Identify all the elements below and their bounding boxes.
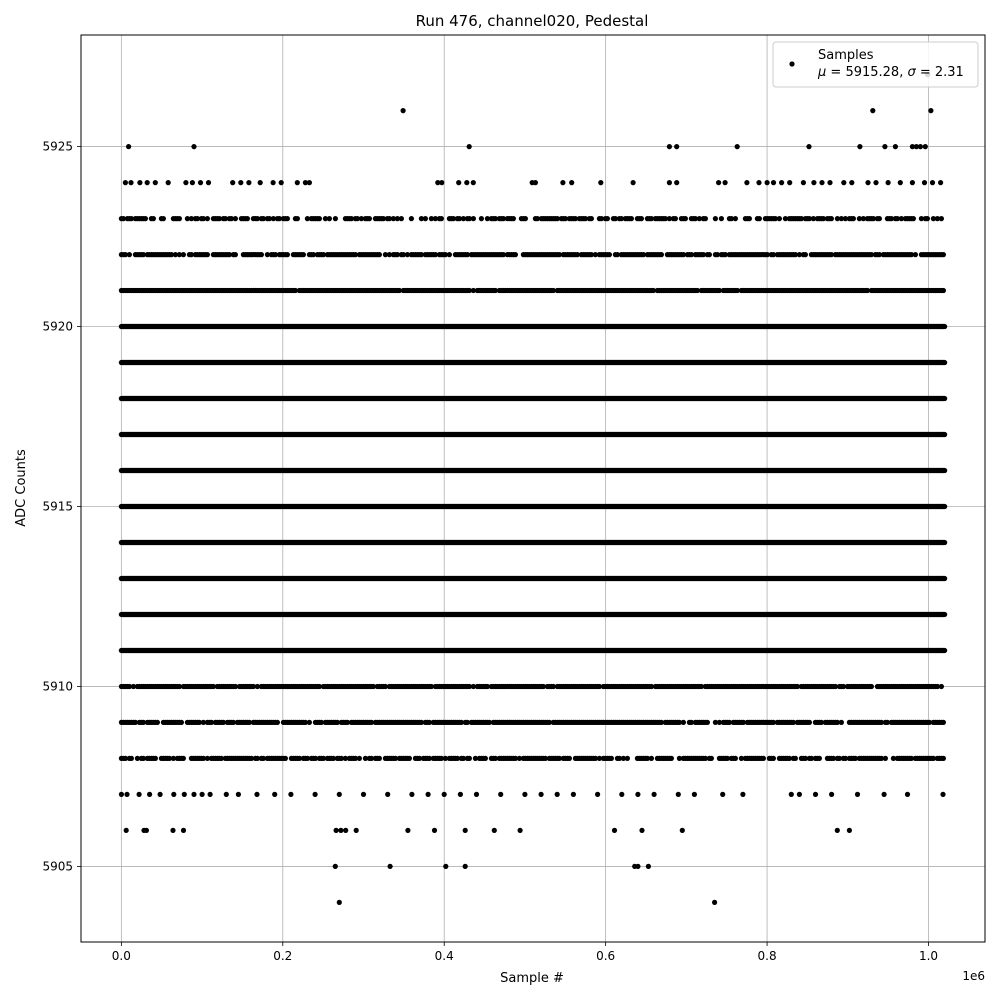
sample-point [129, 756, 134, 761]
sample-point [518, 828, 523, 833]
sample-point [567, 756, 572, 761]
sample-point [333, 216, 338, 221]
sample-point [246, 180, 251, 185]
sample-point [674, 144, 679, 149]
sample-point [673, 216, 678, 221]
sample-point [571, 792, 576, 797]
sample-point [713, 216, 718, 221]
legend-stats: μ = 5915.28, σ = 2.31 [818, 65, 964, 80]
sample-point [492, 828, 497, 833]
sample-point [757, 216, 762, 221]
sample-point [439, 216, 444, 221]
sample-point [205, 252, 210, 257]
sample-point [857, 144, 862, 149]
sample-point [279, 180, 284, 185]
sample-point [399, 216, 404, 221]
sample-point [869, 684, 874, 689]
sample-point [337, 792, 342, 797]
sample-point [625, 756, 630, 761]
sample-point [803, 252, 808, 257]
sample-point [426, 792, 431, 797]
sample-point [179, 720, 184, 725]
sample-point [683, 216, 688, 221]
sample-point [705, 720, 710, 725]
sample-point [829, 792, 834, 797]
sample-point [271, 180, 276, 185]
sample-point [925, 216, 930, 221]
sample-point [793, 756, 798, 761]
sample-point [123, 180, 128, 185]
sample-point [334, 828, 339, 833]
sample-point [439, 180, 444, 185]
sample-point [463, 864, 468, 869]
sample-point [928, 108, 933, 113]
sample-point [377, 756, 382, 761]
y-tick-label: 5925 [42, 139, 73, 154]
sample-point [464, 180, 469, 185]
sample-point [283, 756, 288, 761]
sample-point [941, 252, 946, 257]
sample-point [569, 180, 574, 185]
sample-point [127, 252, 132, 257]
sample-point [183, 180, 188, 185]
sample-point [941, 756, 946, 761]
sample-point [649, 756, 654, 761]
sample-point [245, 216, 250, 221]
legend-series-name: Samples [818, 48, 874, 63]
sample-point [733, 216, 738, 221]
sample-point [458, 792, 463, 797]
sample-point [639, 216, 644, 221]
sample-point [635, 864, 640, 869]
sample-point [835, 828, 840, 833]
sample-point [479, 216, 484, 221]
sample-point [740, 792, 745, 797]
sample-point [605, 216, 610, 221]
sample-point [119, 792, 124, 797]
sample-point [523, 216, 528, 221]
sample-point [659, 252, 664, 257]
sample-point [635, 792, 640, 797]
sample-point [432, 828, 437, 833]
sample-point [447, 252, 452, 257]
sample-point [855, 792, 860, 797]
chart-title: Run 476, channel020, Pedestal [415, 12, 649, 30]
sample-point [153, 756, 158, 761]
sample-point [827, 180, 832, 185]
sample-point [498, 792, 503, 797]
sample-point [288, 792, 293, 797]
sample-point [275, 720, 280, 725]
sample-point [405, 828, 410, 833]
sample-point [747, 216, 752, 221]
sample-point [922, 180, 927, 185]
sample-point [789, 792, 794, 797]
sample-point [467, 756, 472, 761]
sample-point [779, 180, 784, 185]
sample-point [471, 216, 476, 221]
sample-point [882, 144, 887, 149]
sample-point [712, 900, 717, 905]
sample-point [177, 216, 182, 221]
sample-point [667, 180, 672, 185]
x-tick-label: 0.2 [273, 949, 293, 963]
sample-point [126, 144, 131, 149]
sample-point [849, 180, 854, 185]
sample-point [911, 216, 916, 221]
sample-point [377, 252, 382, 257]
sample-point [171, 792, 176, 797]
sample-point [787, 180, 792, 185]
sample-point [147, 792, 152, 797]
sample-point [259, 252, 264, 257]
sample-point [181, 252, 186, 257]
sample-point [680, 828, 685, 833]
sample-point [797, 792, 802, 797]
sample-point [145, 180, 150, 185]
legend [773, 42, 978, 87]
sample-point [865, 180, 870, 185]
sample-point [208, 792, 213, 797]
sample-point [333, 864, 338, 869]
sample-point [533, 180, 538, 185]
sample-point [716, 180, 721, 185]
sample-point [357, 756, 362, 761]
sample-point [756, 180, 761, 185]
sample-point [338, 828, 343, 833]
sample-point [166, 180, 171, 185]
sample-point [205, 216, 210, 221]
sample-point [719, 216, 724, 221]
sample-point [735, 144, 740, 149]
sample-point [367, 216, 372, 221]
sample-point [720, 792, 725, 797]
sample-point [939, 216, 944, 221]
sample-point [839, 720, 844, 725]
sample-point [155, 720, 160, 725]
sample-point [137, 180, 142, 185]
sample-point [595, 792, 600, 797]
sample-point [313, 792, 318, 797]
sample-point [124, 828, 129, 833]
sample-point [295, 180, 300, 185]
sample-point [361, 792, 366, 797]
sample-point [913, 252, 918, 257]
sample-point [806, 144, 811, 149]
sample-point [676, 792, 681, 797]
sample-point [443, 864, 448, 869]
sample-point [609, 756, 614, 761]
sample-point [923, 144, 928, 149]
sample-point [877, 216, 882, 221]
sample-point [941, 720, 946, 725]
x-tick-label: 0.6 [596, 949, 616, 963]
sample-point [669, 756, 674, 761]
sample-point [182, 792, 187, 797]
sample-point [652, 792, 657, 797]
sample-point [886, 180, 891, 185]
sample-point [483, 756, 488, 761]
sample-point [511, 216, 516, 221]
sample-point [841, 180, 846, 185]
sample-point [733, 756, 738, 761]
sample-point [285, 252, 290, 257]
sample-point [388, 864, 393, 869]
sample-point [707, 252, 712, 257]
sample-point [692, 792, 697, 797]
sample-point [301, 252, 306, 257]
sample-point [144, 828, 149, 833]
sample-point [681, 720, 686, 725]
sample-point [939, 684, 944, 689]
sample-point [513, 252, 518, 257]
sample-point [233, 252, 238, 257]
sample-point [170, 828, 175, 833]
sample-point [258, 180, 263, 185]
sample-point [463, 828, 468, 833]
sample-point [882, 792, 887, 797]
sample-point [539, 792, 544, 797]
sample-point [829, 216, 834, 221]
sample-point [813, 792, 818, 797]
sample-point [337, 900, 342, 905]
sample-point [307, 720, 312, 725]
sample-point [883, 756, 888, 761]
y-tick-label: 5905 [42, 859, 73, 874]
sample-point [589, 216, 594, 221]
y-tick-label: 5915 [42, 499, 73, 514]
sample-point [456, 180, 461, 185]
sample-point [181, 828, 186, 833]
sample-point [407, 756, 412, 761]
sample-point [254, 792, 259, 797]
sample-point [940, 792, 945, 797]
sample-point [409, 792, 414, 797]
sample-point [343, 828, 348, 833]
sample-point [385, 792, 390, 797]
x-axis-label: Sample # [500, 971, 564, 986]
sample-point [128, 180, 133, 185]
sample-point [307, 180, 312, 185]
sample-point [619, 792, 624, 797]
sample-point [893, 144, 898, 149]
legend-marker [789, 61, 794, 66]
sample-point [401, 108, 406, 113]
y-tick-label: 5910 [42, 679, 73, 694]
sample-point [124, 792, 129, 797]
sample-point [143, 216, 148, 221]
sample-point [471, 180, 476, 185]
sample-point [873, 180, 878, 185]
sample-point [771, 180, 776, 185]
sample-point [181, 756, 186, 761]
sample-point [771, 756, 776, 761]
x-axis-offset-label: 1e6 [962, 969, 985, 983]
sample-point [709, 756, 714, 761]
sample-point [137, 792, 142, 797]
sample-point [667, 144, 672, 149]
sample-point [598, 180, 603, 185]
sample-point [646, 864, 651, 869]
sample-point [807, 720, 812, 725]
sample-point [161, 216, 166, 221]
sample-point [674, 180, 679, 185]
sample-point [236, 792, 241, 797]
y-tick-label: 5920 [42, 319, 73, 334]
sample-point [777, 216, 782, 221]
sample-point [158, 792, 163, 797]
sample-point [801, 180, 806, 185]
sample-point [354, 828, 359, 833]
sample-point [847, 828, 852, 833]
sample-point [817, 756, 822, 761]
sample-point [327, 216, 332, 221]
sample-point [230, 180, 235, 185]
sample-point [153, 180, 158, 185]
sample-point [851, 216, 856, 221]
sample-point [905, 792, 910, 797]
sample-point [631, 180, 636, 185]
sample-point [474, 792, 479, 797]
sample-point [198, 180, 203, 185]
sample-point [555, 792, 560, 797]
sample-point [938, 180, 943, 185]
sample-point [761, 756, 766, 761]
sample-point [233, 216, 238, 221]
x-tick-label: 0.4 [434, 949, 454, 963]
sample-point [442, 792, 447, 797]
sample-point [629, 216, 634, 221]
sample-point [190, 180, 195, 185]
sample-point [703, 216, 708, 221]
sample-point [467, 144, 472, 149]
sample-point [285, 216, 290, 221]
sample-point [423, 216, 428, 221]
x-tick-label: 1.0 [918, 949, 939, 963]
sample-point [224, 792, 229, 797]
sample-point [819, 180, 824, 185]
sample-point [639, 828, 644, 833]
x-tick-label: 0.0 [111, 949, 131, 963]
sample-point [723, 180, 728, 185]
sample-point [272, 792, 277, 797]
sample-point [765, 180, 770, 185]
sample-point [151, 216, 156, 221]
sample-point [206, 180, 211, 185]
sample-point [930, 180, 935, 185]
sample-point [522, 792, 527, 797]
y-axis-label: ADC Counts [14, 449, 29, 527]
sample-point [744, 180, 749, 185]
sample-point [238, 180, 243, 185]
sample-point [941, 288, 946, 293]
sample-point [317, 216, 322, 221]
sample-point [191, 792, 196, 797]
sample-point [898, 180, 903, 185]
sample-point [191, 144, 196, 149]
sample-point [910, 180, 915, 185]
sample-point [607, 252, 612, 257]
sample-point [295, 216, 300, 221]
x-tick-label: 0.8 [757, 949, 777, 963]
sample-point [811, 180, 816, 185]
sample-point [560, 180, 565, 185]
sample-point [612, 828, 617, 833]
sample-point [409, 216, 414, 221]
sample-point [870, 108, 875, 113]
sample-point [200, 792, 205, 797]
sample-point [918, 144, 923, 149]
